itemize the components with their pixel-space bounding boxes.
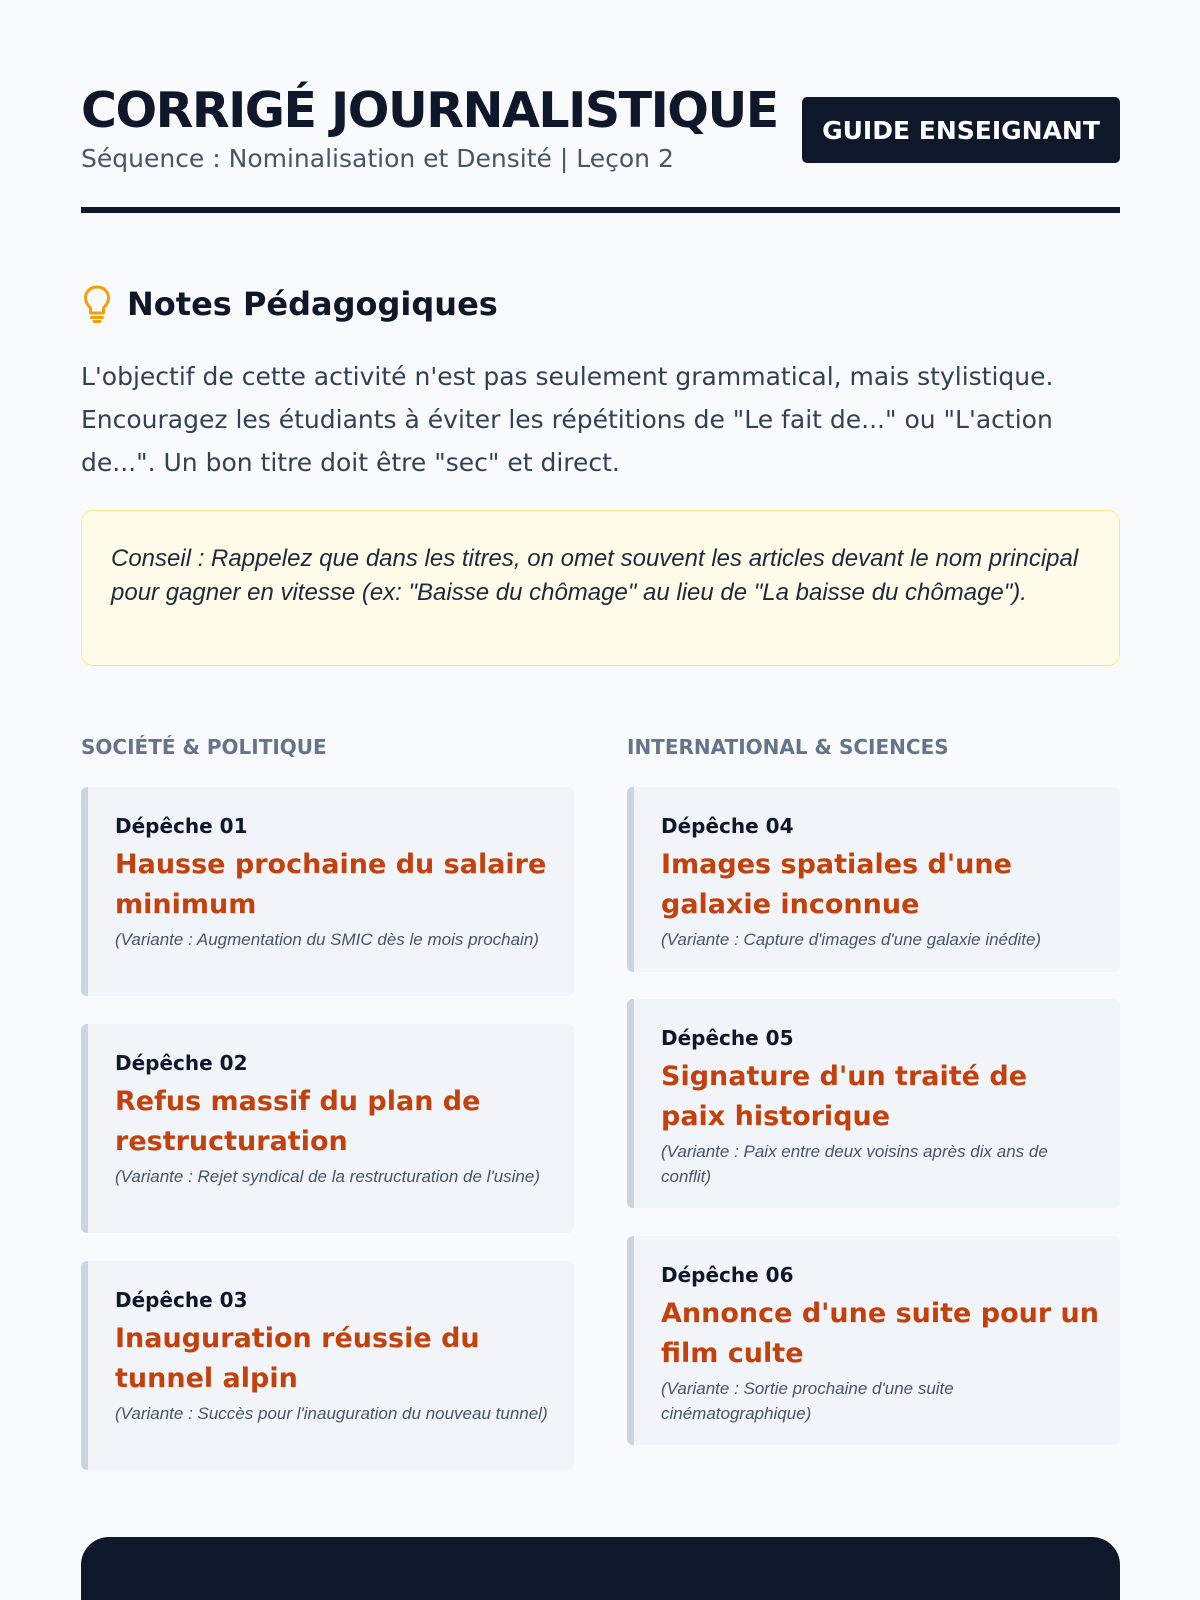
header-divider	[81, 207, 1120, 213]
column-heading-society: SOCIÉTÉ & POLITIQUE	[81, 735, 327, 759]
dispatch-variant: (Variante : Capture d'images d'une galaxie inédite)	[661, 930, 1042, 949]
teacher-guide-page	[81, 0, 1120, 1600]
page-subtitle: Séquence : Nominalisation et Densité | Leçon 2	[81, 144, 674, 173]
dispatch-variant: (Variante : Augmentation du SMIC dès le mois prochain)	[115, 930, 539, 949]
notes-heading	[81, 282, 498, 326]
dispatch-headline: Images spatiales d'une galaxie inconnue	[661, 849, 1012, 920]
dispatch-number: Dépêche 06	[661, 1263, 794, 1287]
dispatch-variant: (Variante : Rejet syndical de la restructuration de l'usine)	[115, 1167, 540, 1186]
dispatch-card	[627, 999, 1120, 1208]
dispatch-card	[81, 1024, 574, 1233]
dispatch-card	[81, 1261, 574, 1470]
lightbulb-icon	[81, 284, 113, 324]
dispatch-variant: (Variante : Succès pour l'inauguration du nouveau tunnel)	[115, 1404, 548, 1423]
notes-title: Notes Pédagogiques	[127, 285, 498, 323]
dispatch-variant: (Variante : Paix entre deux voisins après dix ans de conflit)	[661, 1142, 1048, 1186]
dispatch-headline: Inauguration réussie du tunnel alpin	[115, 1323, 480, 1394]
page-header	[81, 82, 1120, 214]
dispatch-variant: (Variante : Sortie prochaine d'une suite cinématographique)	[661, 1379, 954, 1423]
dispatch-number: Dépêche 02	[115, 1051, 248, 1075]
notes-body: L'objectif de cette activité n'est pas seulement grammatical, mais stylistique. Encouragez les étudiants à éviter les répétitions de "Le fait de..." ou "L'action de...". Un bon titre doit être "sec" et direct.	[81, 362, 1054, 477]
teacher-guide-button[interactable]: GUIDE ENSEIGNANT	[802, 97, 1120, 163]
dispatch-number: Dépêche 03	[115, 1288, 248, 1312]
dispatch-number: Dépêche 01	[115, 814, 248, 838]
footer-band	[81, 1537, 1120, 1600]
dispatch-card	[627, 1236, 1120, 1445]
dispatch-headline: Hausse prochaine du salaire minimum	[115, 849, 547, 920]
dispatch-headline: Annonce d'une suite pour un film culte	[661, 1298, 1099, 1369]
dispatch-number: Dépêche 04	[661, 814, 794, 838]
dispatch-number: Dépêche 05	[661, 1026, 794, 1050]
tip-callout: Conseil : Rappelez que dans les titres, on omet souvent les articles devant le nom principal pour gagner en vitesse (ex: "Baisse du chômage" au lieu de "La baisse du chômage").	[81, 510, 1120, 666]
dispatch-headline: Signature d'un traité de paix historique	[661, 1061, 1028, 1132]
column-heading-international: INTERNATIONAL & SCIENCES	[627, 735, 949, 759]
dispatch-headline: Refus massif du plan de restructuration	[115, 1086, 481, 1157]
page-title: CORRIGÉ JOURNALISTIQUE	[81, 82, 778, 139]
dispatch-card	[627, 787, 1120, 972]
dispatch-card	[81, 787, 574, 996]
